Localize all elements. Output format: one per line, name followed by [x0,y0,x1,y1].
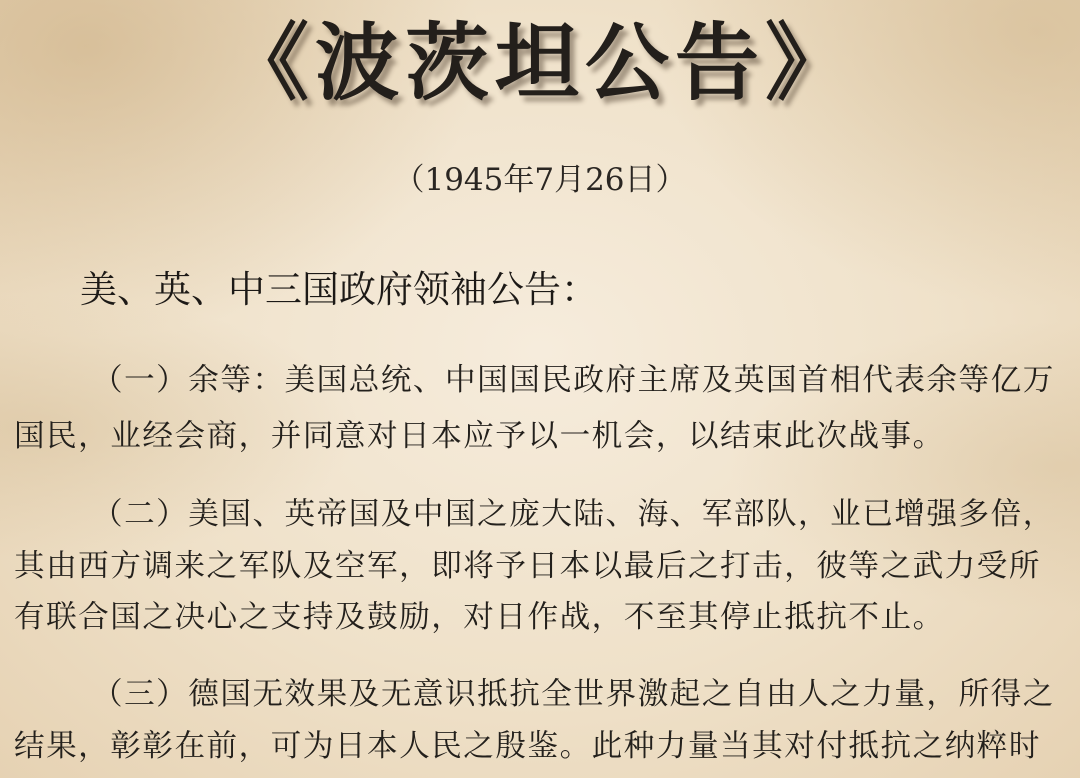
paragraph-2-line-2: 其由西方调来之军队及空军，即将予日本以最后之打击，彼等之武力受所 [14,549,1041,584]
document-date: （1945年7月26日） [393,162,687,198]
paragraph-3-line-1: （三）德国无效果及无意识抵抗全世界激起之自由人之力量，所得之 [92,677,1055,712]
paragraph-1-line-2: 国民，业经会商，并同意对日本应予以一机会，以结束此次战事。 [14,419,945,454]
paragraph-3-line-2: 结果，彰彰在前，可为日本人民之殷鉴。此种力量当其对付抵抗之纳粹时 [14,729,1041,764]
paragraph-2-line-3: 有联合国之决心之支持及鼓励，对日作战，不至其停止抵抗不止。 [14,600,945,635]
proclamation-heading: 美、英、中三国政府领袖公告： [80,268,598,311]
document-title: 《波茨坦公告》 [224,14,855,112]
paragraph-1-line-1: （一）余等：美国总统、中国国民政府主席及英国首相代表余等亿万 [92,363,1055,398]
paragraph-2-line-1: （二）美国、英帝国及中国之庞大陆、海、军部队，业已增强多倍， [92,497,1055,532]
